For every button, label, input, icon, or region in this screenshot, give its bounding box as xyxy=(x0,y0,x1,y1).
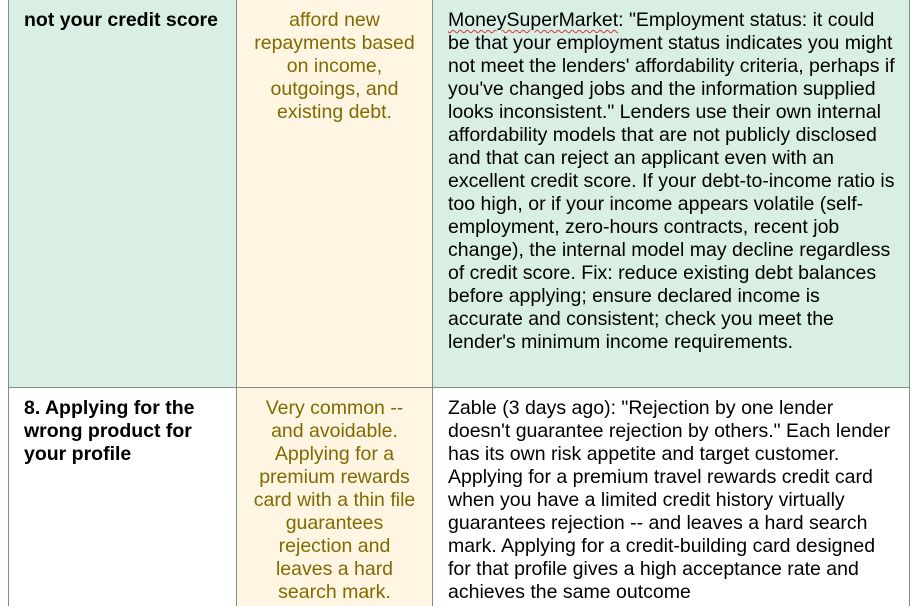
verdict-cell xyxy=(237,387,433,606)
verdict-text: afford new repayments based on income, outgoings, and existing debt. xyxy=(254,9,415,123)
table-row xyxy=(9,0,910,387)
verdict-cell xyxy=(237,0,433,387)
detail-text: Zable (3 days ago): "Rejection by one lender doesn't guarantee rejection by others." Each lender has its own risk appetite and target customer. Applying for a premium travel rewards credit card when you have a limited credit history virtually guarantees rejection -- and leaves a hard search mark. Applying for a credit-building card designed for that profile gives a high acceptance rate and achieves the same outcome xyxy=(448,396,891,603)
issue-cell xyxy=(9,0,237,387)
issue-heading: 8. Applying for the wrong product for your profile xyxy=(24,396,195,465)
detail-cell xyxy=(433,387,910,606)
issue-cell xyxy=(9,387,237,606)
source-name: MoneySuperMarket xyxy=(448,9,619,31)
table-row xyxy=(9,387,910,606)
issues-table xyxy=(8,0,910,606)
verdict-text: Very common -- and avoidable. Applying for a premium rewards card with a thin file guarantees rejection and leaves a hard search mark. xyxy=(253,396,416,603)
detail-text xyxy=(433,0,909,354)
issue-heading: not your credit score xyxy=(24,9,218,31)
detail-body: : "Employment status: it could be that your employment status indicates you might not meet the lenders' affordability criteria, perhaps if you've changed jobs and the information supplied looks inconsistent." Lenders use their own internal affordability models that are not publicly disclosed and that can reject an applicant even with an excellent credit score. If your debt-to-income ratio is too high, or if your income appears volatile (self-employment, zero-hours contracts, recent job change), the internal model may decline regardless of credit score. Fix: reduce existing debt balances before applying; ensure declared income is accurate and consistent; check you meet the lender's minimum income requirements. xyxy=(448,9,895,353)
detail-cell xyxy=(433,0,910,387)
